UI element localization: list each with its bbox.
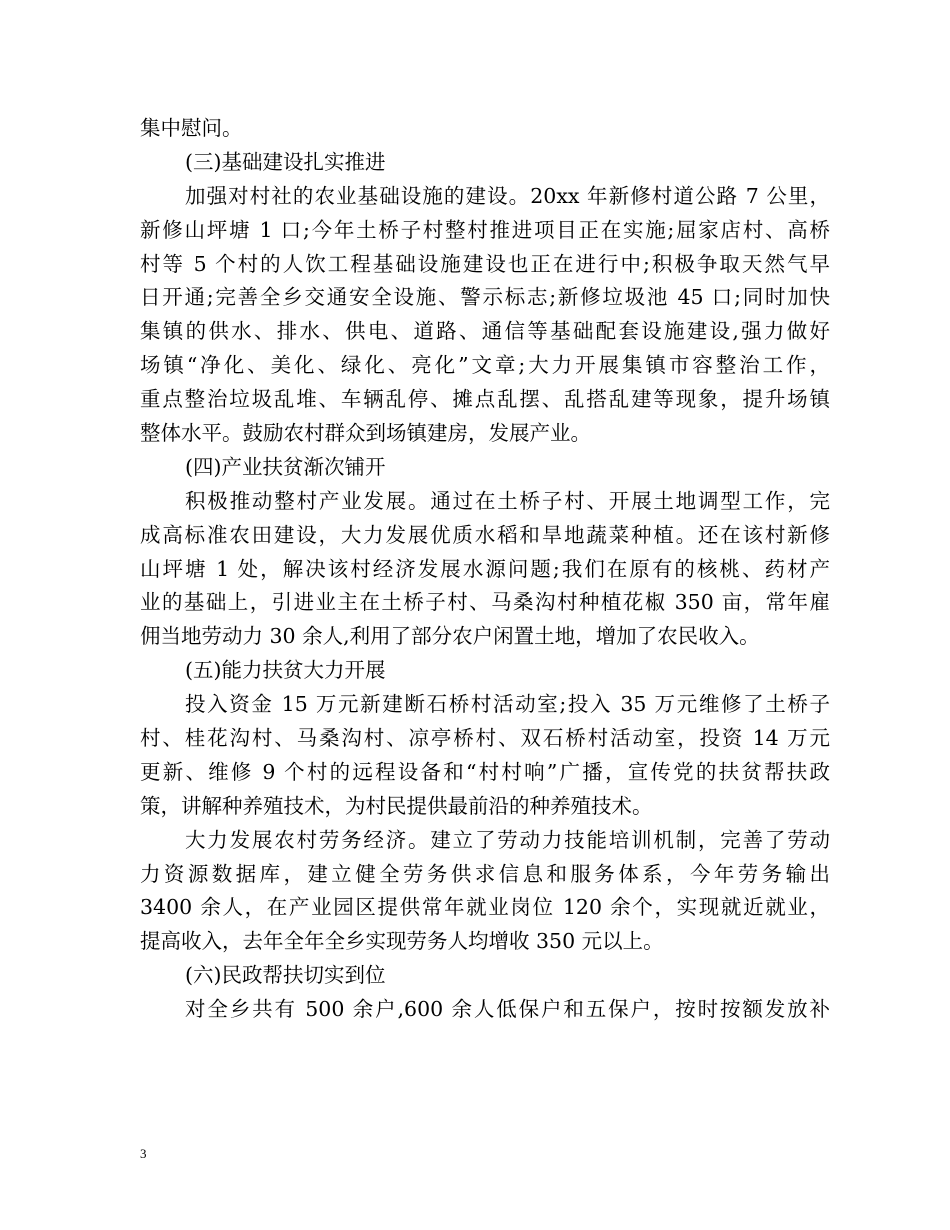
text-line: 村、桂花沟村、马桑沟村、凉亭桥村、双石桥村活动室，投资 14 万元 [140,726,830,751]
text-line: 对全乡共有 500 余户,600 余人低保户和五保户，按时按额发放补 [185,997,830,1022]
text-line: 3400 余人，在产业园区提供常年就业岗位 120 余个，实现就近就业， [140,895,830,920]
text-line: 策，讲解种养殖技术，为村民提供最前沿的种养殖技术。 [140,793,653,818]
text-line: 整体水平。鼓励农村群众到场镇建房，发展产业。 [140,421,591,446]
text-line: 大力发展农村劳务经济。建立了劳动力技能培训机制，完善了劳动 [185,827,830,852]
text-line: 加强对村社的农业基础设施的建设。20xx 年新修村道公路 7 公里， [185,183,830,208]
text-line: 力资源数据库，建立健全劳务供求信息和服务体系，今年劳务输出 [140,861,830,886]
text-line: 日开通;完善全乡交通安全设施、警示标志;新修垃圾池 45 口;同时加快 [140,285,830,310]
page-number: 3 [140,1146,147,1161]
text-line: 业的基础上，引进业主在土桥子村、马桑沟村种植花椒 350 亩，常年雇 [140,590,830,615]
text-line: 提高收入，去年全年全乡实现劳务人均增收 350 元以上。 [140,929,664,954]
section-heading: (四)产业扶贫渐次铺开 [185,454,386,479]
text-line: 场镇“净化、美化、绿化、亮化”文章;大力开展集镇市容整治工作， [140,353,830,378]
document-body [140,112,830,1027]
text-line: 村等 5 个村的人饮工程基础设施建设也正在进行中;积极争取天然气早 [140,251,830,276]
text-line: 重点整治垃圾乱堆、车辆乱停、摊点乱摆、乱搭乱建等现象，提升场镇 [140,387,830,412]
text-line: 佣当地劳动力 30 余人,利用了部分农户闲置土地，增加了农民收入。 [140,624,760,649]
text-line: 集中慰问。 [140,116,243,140]
section-heading: (六)民政帮扶切实到位 [185,963,386,988]
text-line: 山坪塘 1 处，解决该村经济发展水源问题;我们在原有的核桃、药材产 [140,556,830,581]
text-line: 更新、维修 9 个村的远程设备和“村村响”广播，宣传党的扶贫帮扶政 [140,759,830,784]
section-heading: (三)基础建设扎实推进 [185,149,386,174]
section-heading: (五)能力扶贫大力开展 [185,658,386,683]
text-line: 投入资金 15 万元新建断石桥村活动室;投入 35 万元维修了土桥子 [185,692,830,717]
text-line: 成高标准农田建设，大力发展优质水稻和旱地蔬菜种植。还在该村新修 [140,522,830,547]
text-line: 新修山坪塘 1 口;今年土桥子村整村推进项目正在实施;屈家店村、高桥 [140,217,830,242]
text-line: 集镇的供水、排水、供电、道路、通信等基础配套设施建设,强力做好 [140,319,830,344]
text-line: 积极推动整村产业发展。通过在土桥子村、开展土地调型工作，完 [185,488,830,513]
